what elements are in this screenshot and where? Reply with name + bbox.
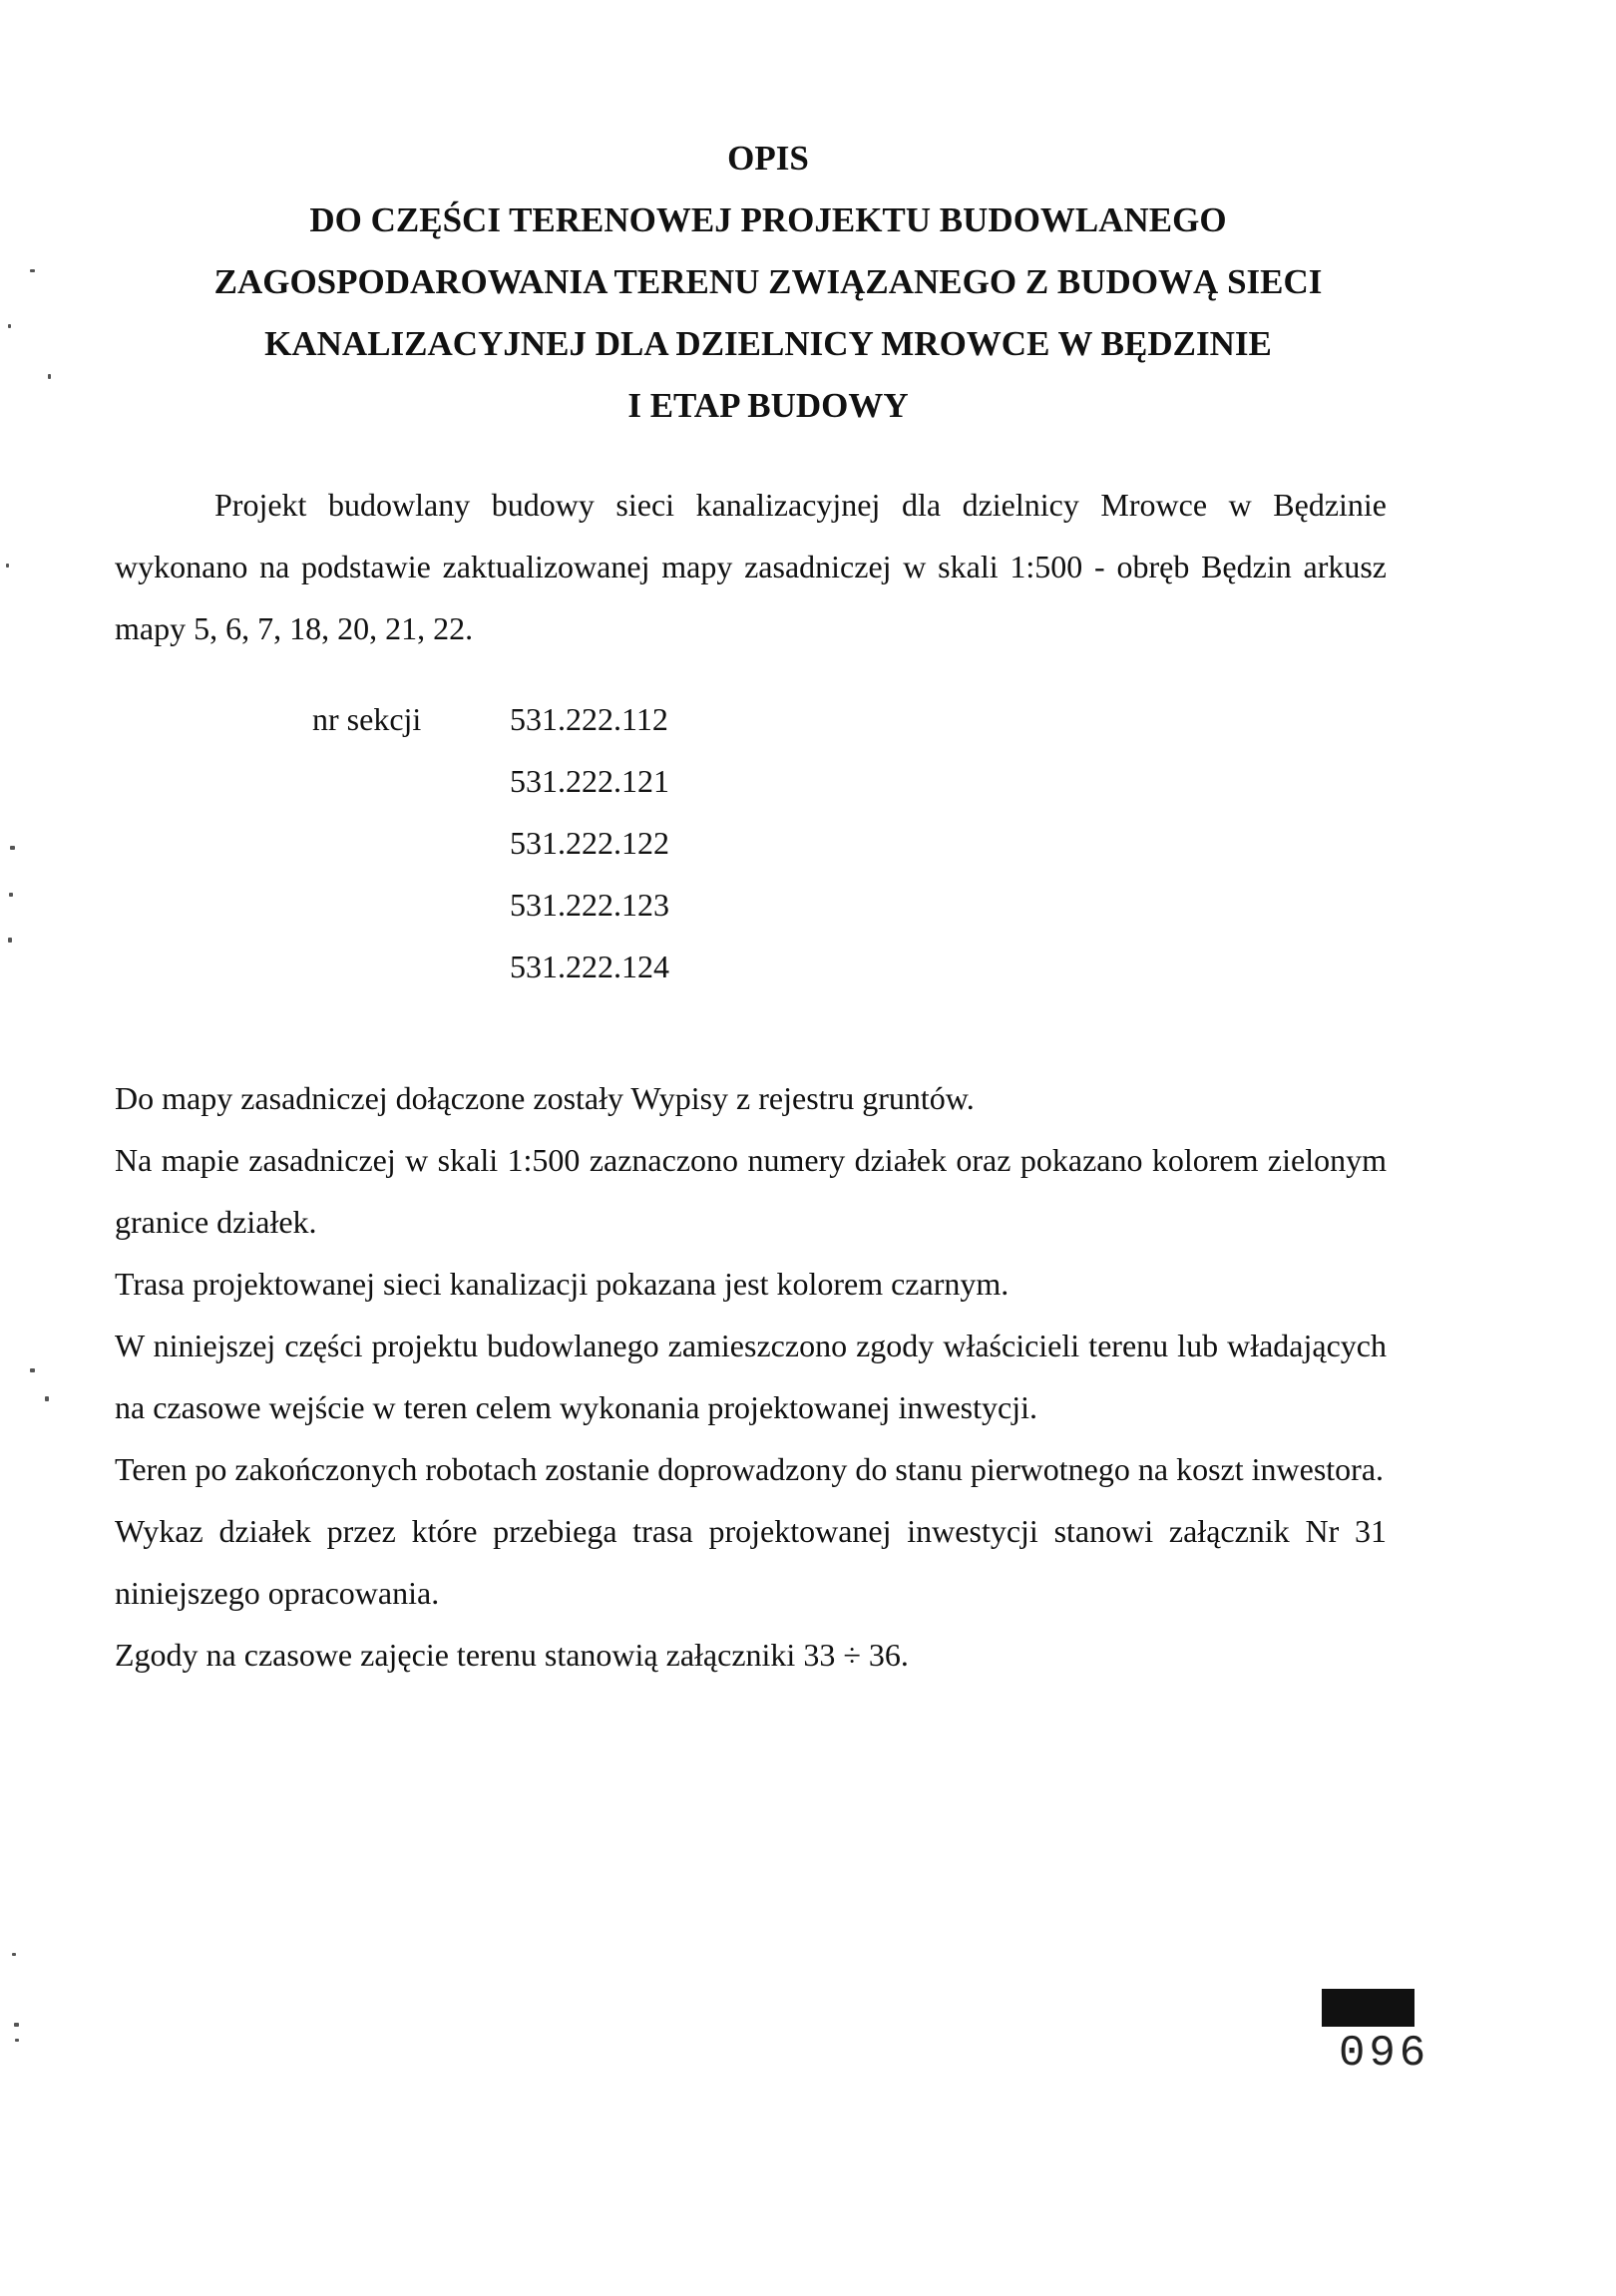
section-number: 531.222.121 xyxy=(510,763,669,799)
scan-speck xyxy=(9,893,13,897)
paragraph: Wykaz działek przez które przebiega trasa projektowanej inwestycji stanowi załącznik Nr 31 niniejszego opracowania. xyxy=(115,1513,1387,1611)
scan-speck xyxy=(6,564,9,568)
section-row xyxy=(312,936,669,997)
page-number: 096 xyxy=(1339,2029,1430,2079)
section-label: nr sekcji xyxy=(312,701,422,737)
title-line: ZAGOSPODAROWANIA TERENU ZWIĄZANEGO Z BUDOWĄ SIECI xyxy=(213,262,1323,301)
paragraph: Zgody na czasowe zajęcie terenu stanowią załączniki 33 ÷ 36. xyxy=(115,1637,909,1673)
scan-speck xyxy=(8,938,12,943)
document-title xyxy=(0,128,1536,437)
title-line: DO CZĘŚCI TERENOWEJ PROJEKTU BUDOWLANEGO xyxy=(309,200,1227,239)
scan-speck xyxy=(8,324,11,328)
paragraph: W niniejszej części projektu budowlanego zamieszczono zgody właścicieli terenu lub władających na czasowe wejście w teren celem wykonania projektowanej inwestycji. xyxy=(115,1328,1387,1425)
body-paragraphs xyxy=(115,1067,1387,1686)
title-line: I ETAP BUDOWY xyxy=(627,386,909,425)
paragraph: Na mapie zasadniczej w skali 1:500 zaznaczono numery działek oraz pokazano kolorem zielonym granice działek. xyxy=(115,1142,1387,1240)
scan-speck xyxy=(30,1368,35,1372)
section-row xyxy=(312,750,669,812)
section-number: 531.222.112 xyxy=(510,701,668,737)
section-row xyxy=(312,812,669,874)
paragraph: Trasa projektowanej sieci kanalizacji pokazana jest kolorem czarnym. xyxy=(115,1266,1010,1302)
page-marker-bar xyxy=(1322,1989,1414,2027)
section-number: 531.222.122 xyxy=(510,825,669,861)
scan-speck xyxy=(15,2039,19,2042)
section-number: 531.222.124 xyxy=(510,949,669,984)
section-number: 531.222.123 xyxy=(510,887,669,923)
section-list xyxy=(312,688,669,997)
paragraph: Do mapy zasadniczej dołączone zostały Wypisy z rejestru gruntów. xyxy=(115,1080,975,1116)
title-line: KANALIZACYJNEJ DLA DZIELNICY MROWCE W BĘDZINIE xyxy=(264,324,1272,363)
section-row xyxy=(312,874,669,936)
scan-speck xyxy=(30,269,35,272)
title-line: OPIS xyxy=(727,139,809,178)
scan-speck xyxy=(45,1396,49,1401)
scan-speck xyxy=(14,2023,19,2027)
intro-paragraph: Projekt budowlany budowy sieci kanalizacyjnej dla dzielnicy Mrowce w Będzinie wykonano na podstawie zaktualizowanej mapy zasadniczej w skali 1:500 - obręb Będzin arkusz mapy 5, 6, 7, 18, 20, 21, 22. xyxy=(115,487,1387,646)
scan-speck xyxy=(48,374,51,379)
scan-speck xyxy=(12,1953,16,1956)
paragraph: Teren po zakończonych robotach zostanie doprowadzony do stanu pierwotnego na koszt inwestora. xyxy=(115,1451,1385,1487)
section-row xyxy=(312,688,669,750)
scan-speck xyxy=(10,846,15,850)
